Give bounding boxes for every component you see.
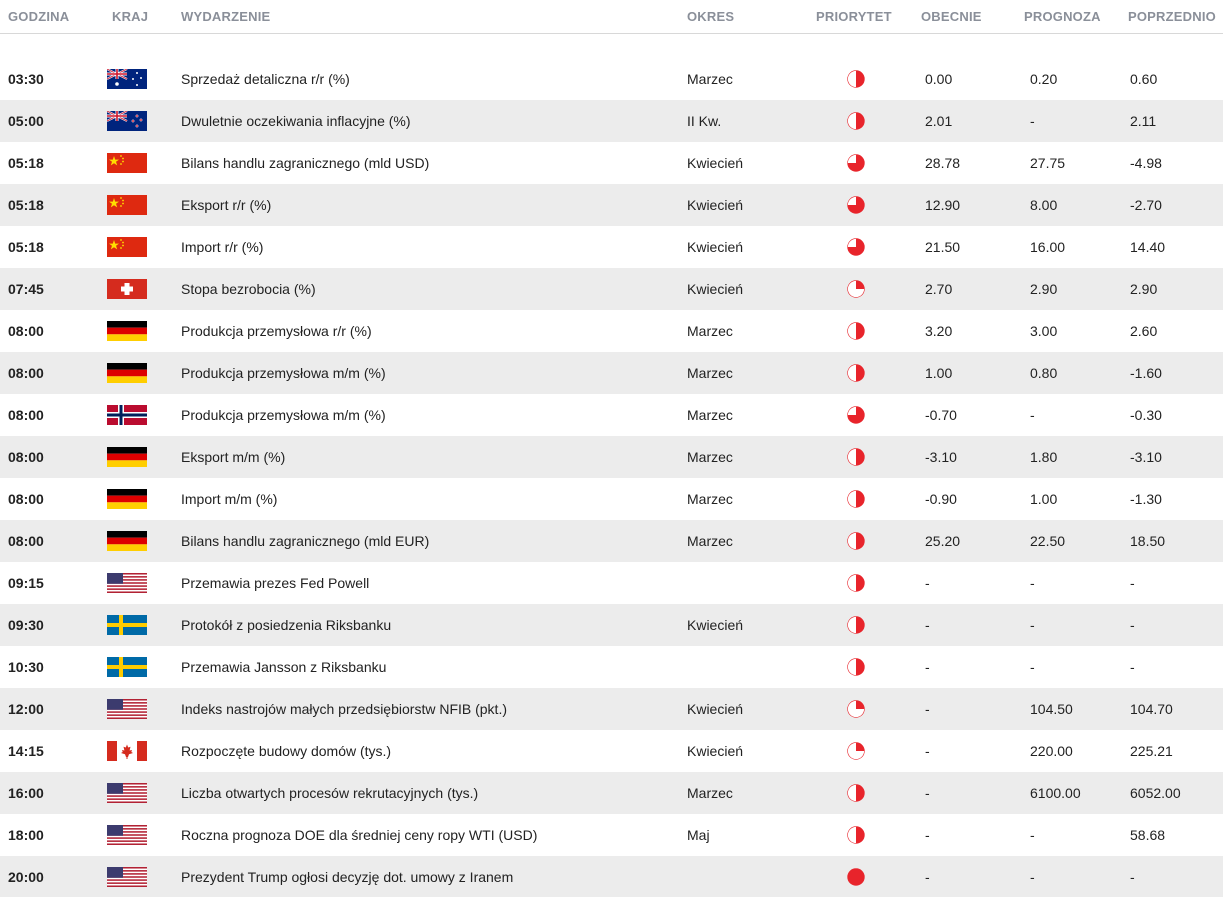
event-time: 08:00 xyxy=(8,449,44,465)
event-period: Marzec xyxy=(687,365,733,381)
event-time: 07:45 xyxy=(8,281,44,297)
event-period: Kwiecień xyxy=(687,197,744,213)
table-row[interactable] xyxy=(0,814,1223,856)
event-time: 05:18 xyxy=(8,239,44,255)
event-title[interactable]: Stopa bezrobocia (%) xyxy=(181,281,316,297)
header-actual[interactable]: OBECNIE xyxy=(921,9,982,24)
event-title[interactable]: Import r/r (%) xyxy=(181,239,264,255)
previous-value: -3.10 xyxy=(1130,449,1162,465)
table-header xyxy=(0,0,1223,34)
event-period: Marzec xyxy=(687,491,733,507)
china-flag-icon xyxy=(107,195,147,215)
table-row[interactable] xyxy=(0,436,1223,478)
china-flag-icon xyxy=(107,237,147,257)
switzerland-flag-icon xyxy=(107,279,147,299)
priority-icon xyxy=(847,280,865,298)
china-flag-icon xyxy=(107,153,147,173)
previous-value: 2.60 xyxy=(1130,323,1158,339)
priority-icon xyxy=(847,490,865,508)
previous-value: -1.30 xyxy=(1130,491,1162,507)
table-row[interactable] xyxy=(0,604,1223,646)
priority-icon xyxy=(847,616,865,634)
event-title[interactable]: Dwuletnie oczekiwania inflacyjne (%) xyxy=(181,113,411,129)
actual-value: - xyxy=(925,575,930,591)
forecast-value: 3.00 xyxy=(1030,323,1058,339)
previous-value: 225.21 xyxy=(1130,743,1173,759)
event-title[interactable]: Prezydent Trump ogłosi decyzję dot. umowy z Iranem xyxy=(181,869,514,885)
forecast-value: - xyxy=(1030,869,1035,885)
forecast-value: 1.00 xyxy=(1030,491,1058,507)
forecast-value: - xyxy=(1030,617,1035,633)
event-title[interactable]: Przemawia Jansson z Riksbanku xyxy=(181,659,387,675)
germany-flag-icon xyxy=(107,489,147,509)
forecast-value: - xyxy=(1030,113,1035,129)
forecast-value: 8.00 xyxy=(1030,197,1058,213)
usa-flag-icon xyxy=(107,783,147,803)
actual-value: 2.70 xyxy=(925,281,953,297)
events-table-body xyxy=(0,58,1223,897)
event-time: 14:15 xyxy=(8,743,44,759)
forecast-value: 16.00 xyxy=(1030,239,1066,255)
previous-value: -0.30 xyxy=(1130,407,1162,423)
actual-value: 1.00 xyxy=(925,365,953,381)
actual-value: 12.90 xyxy=(925,197,961,213)
australia-flag-icon xyxy=(107,69,147,89)
actual-value: - xyxy=(925,827,930,843)
event-title[interactable]: Sprzedaż detaliczna r/r (%) xyxy=(181,71,350,87)
forecast-value: 104.50 xyxy=(1030,701,1073,717)
event-period: Kwiecień xyxy=(687,281,744,297)
event-title[interactable]: Produkcja przemysłowa m/m (%) xyxy=(181,365,386,381)
priority-icon xyxy=(847,154,865,172)
previous-value: - xyxy=(1130,617,1135,633)
event-time: 05:00 xyxy=(8,113,44,129)
actual-value: 28.78 xyxy=(925,155,961,171)
table-row[interactable] xyxy=(0,142,1223,184)
event-period: Kwiecień xyxy=(687,701,744,717)
usa-flag-icon xyxy=(107,867,147,887)
forecast-value: - xyxy=(1030,827,1035,843)
header-country[interactable]: KRAJ xyxy=(112,9,149,24)
previous-value: - xyxy=(1130,575,1135,591)
event-period: II Kw. xyxy=(687,113,722,129)
actual-value: -3.10 xyxy=(925,449,957,465)
previous-value: 58.68 xyxy=(1130,827,1166,843)
germany-flag-icon xyxy=(107,363,147,383)
table-row[interactable] xyxy=(0,688,1223,730)
event-time: 10:30 xyxy=(8,659,44,675)
actual-value: 0.00 xyxy=(925,71,953,87)
header-forecast[interactable]: PROGNOZA xyxy=(1024,9,1101,24)
norway-flag-icon xyxy=(107,405,147,425)
forecast-value: - xyxy=(1030,659,1035,675)
table-row[interactable] xyxy=(0,352,1223,394)
usa-flag-icon xyxy=(107,825,147,845)
event-title[interactable]: Rozpoczęte budowy domów (tys.) xyxy=(181,743,392,759)
previous-value: 14.40 xyxy=(1130,239,1166,255)
previous-value: 6052.00 xyxy=(1130,785,1181,801)
header-period[interactable]: OKRES xyxy=(687,9,735,24)
header-event[interactable]: WYDARZENIE xyxy=(181,9,271,24)
priority-icon xyxy=(847,70,865,88)
actual-value: - xyxy=(925,659,930,675)
event-title[interactable]: Eksport m/m (%) xyxy=(181,449,286,465)
forecast-value: 220.00 xyxy=(1030,743,1073,759)
event-title[interactable]: Przemawia prezes Fed Powell xyxy=(181,575,370,591)
usa-flag-icon xyxy=(107,699,147,719)
actual-value: 25.20 xyxy=(925,533,961,549)
event-time: 03:30 xyxy=(8,71,44,87)
table-row[interactable] xyxy=(0,184,1223,226)
actual-value: -0.70 xyxy=(925,407,957,423)
germany-flag-icon xyxy=(107,321,147,341)
priority-icon xyxy=(847,742,865,760)
table-row[interactable] xyxy=(0,772,1223,814)
event-period: Marzec xyxy=(687,71,733,87)
actual-value: - xyxy=(925,701,930,717)
event-period: Marzec xyxy=(687,449,733,465)
event-title[interactable]: Eksport r/r (%) xyxy=(181,197,272,213)
priority-icon xyxy=(847,322,865,340)
actual-value: -0.90 xyxy=(925,491,957,507)
event-time: 08:00 xyxy=(8,491,44,507)
previous-value: -2.70 xyxy=(1130,197,1162,213)
actual-value: - xyxy=(925,617,930,633)
forecast-value: - xyxy=(1030,407,1035,423)
table-row[interactable] xyxy=(0,310,1223,352)
previous-value: -1.60 xyxy=(1130,365,1162,381)
new-zealand-flag-icon xyxy=(107,111,147,131)
forecast-value: - xyxy=(1030,575,1035,591)
forecast-value: 6100.00 xyxy=(1030,785,1081,801)
forecast-value: 2.90 xyxy=(1030,281,1058,297)
previous-value: 2.90 xyxy=(1130,281,1158,297)
actual-value: - xyxy=(925,785,930,801)
priority-icon xyxy=(847,700,865,718)
priority-icon xyxy=(847,448,865,466)
previous-value: - xyxy=(1130,659,1135,675)
table-row[interactable] xyxy=(0,394,1223,436)
table-row[interactable] xyxy=(0,226,1223,268)
event-title[interactable]: Protokół z posiedzenia Riksbanku xyxy=(181,617,392,633)
event-time: 08:00 xyxy=(8,533,44,549)
event-title[interactable]: Bilans handlu zagranicznego (mld EUR) xyxy=(181,533,430,549)
event-time: 09:30 xyxy=(8,617,44,633)
event-time: 20:00 xyxy=(8,869,44,885)
event-period: Kwiecień xyxy=(687,617,744,633)
table-row[interactable] xyxy=(0,100,1223,142)
actual-value: 2.01 xyxy=(925,113,953,129)
priority-icon xyxy=(847,574,865,592)
actual-value: - xyxy=(925,743,930,759)
priority-icon xyxy=(847,112,865,130)
event-time: 05:18 xyxy=(8,197,44,213)
actual-value: 3.20 xyxy=(925,323,953,339)
event-title[interactable]: Produkcja przemysłowa m/m (%) xyxy=(181,407,386,423)
previous-value: 2.11 xyxy=(1130,113,1157,129)
priority-icon xyxy=(847,364,865,382)
header-previous[interactable]: POPRZEDNIO xyxy=(1128,9,1216,24)
table-row[interactable] xyxy=(0,478,1223,520)
table-row[interactable] xyxy=(0,562,1223,604)
event-time: 08:00 xyxy=(8,365,44,381)
germany-flag-icon xyxy=(107,447,147,467)
previous-value: 104.70 xyxy=(1130,701,1173,717)
germany-flag-icon xyxy=(107,531,147,551)
previous-value: -4.98 xyxy=(1130,155,1162,171)
previous-value: - xyxy=(1130,869,1135,885)
priority-icon xyxy=(847,826,865,844)
event-period: Maj xyxy=(687,827,710,843)
event-period: Marzec xyxy=(687,533,733,549)
sweden-flag-icon xyxy=(107,615,147,635)
table-row[interactable] xyxy=(0,646,1223,688)
forecast-value: 22.50 xyxy=(1030,533,1066,549)
event-period: Marzec xyxy=(687,785,733,801)
actual-value: - xyxy=(925,869,930,885)
priority-icon xyxy=(847,406,865,424)
event-time: 18:00 xyxy=(8,827,44,843)
event-time: 09:15 xyxy=(8,575,44,591)
event-time: 05:18 xyxy=(8,155,44,171)
forecast-value: 27.75 xyxy=(1030,155,1066,171)
priority-icon xyxy=(847,784,865,802)
forecast-value: 0.80 xyxy=(1030,365,1058,381)
event-time: 08:00 xyxy=(8,407,44,423)
header-priority[interactable]: PRIORYTET xyxy=(816,9,892,24)
priority-icon xyxy=(847,532,865,550)
priority-icon xyxy=(847,868,865,886)
event-title[interactable]: Import m/m (%) xyxy=(181,491,278,507)
table-row[interactable] xyxy=(0,520,1223,562)
usa-flag-icon xyxy=(107,573,147,593)
actual-value: 21.50 xyxy=(925,239,961,255)
priority-icon xyxy=(847,238,865,256)
table-row[interactable] xyxy=(0,730,1223,772)
previous-value: 0.60 xyxy=(1130,71,1158,87)
forecast-value: 0.20 xyxy=(1030,71,1058,87)
previous-value: 18.50 xyxy=(1130,533,1166,549)
priority-icon xyxy=(847,658,865,676)
event-title[interactable]: Produkcja przemysłowa r/r (%) xyxy=(181,323,372,339)
event-period: Kwiecień xyxy=(687,743,744,759)
sweden-flag-icon xyxy=(107,657,147,677)
table-row[interactable] xyxy=(0,58,1223,100)
header-time[interactable]: GODZINA xyxy=(8,9,70,24)
event-title[interactable]: Indeks nastrojów małych przedsiębiorstw NFIB (pkt.) xyxy=(181,701,507,717)
canada-flag-icon xyxy=(107,741,147,761)
table-row[interactable] xyxy=(0,856,1223,897)
event-time: 12:00 xyxy=(8,701,44,717)
event-time: 08:00 xyxy=(8,323,44,339)
event-period: Kwiecień xyxy=(687,155,744,171)
event-period: Kwiecień xyxy=(687,239,744,255)
event-period: Marzec xyxy=(687,323,733,339)
event-title[interactable]: Liczba otwartych procesów rekrutacyjnych (tys.) xyxy=(181,785,479,801)
event-title[interactable]: Bilans handlu zagranicznego (mld USD) xyxy=(181,155,430,171)
forecast-value: 1.80 xyxy=(1030,449,1058,465)
event-title[interactable]: Roczna prognoza DOE dla średniej ceny ropy WTI (USD) xyxy=(181,827,538,843)
table-row[interactable] xyxy=(0,268,1223,310)
event-period: Marzec xyxy=(687,407,733,423)
priority-icon xyxy=(847,196,865,214)
event-time: 16:00 xyxy=(8,785,44,801)
